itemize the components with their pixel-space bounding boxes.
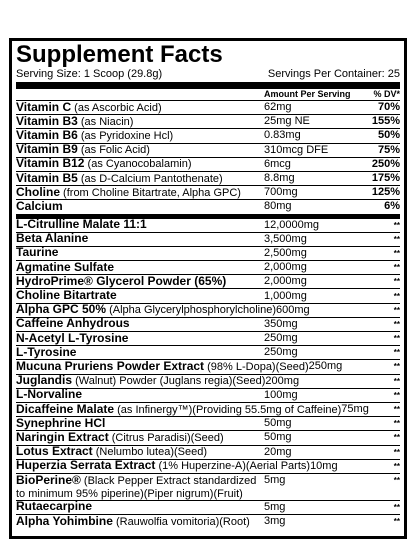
nutrient-name: L-Norvaline xyxy=(16,387,83,402)
daily-value: 125% xyxy=(371,186,400,199)
ingredient-row xyxy=(16,288,400,302)
amount-value: 80mg xyxy=(264,200,292,213)
vitamin-row xyxy=(16,143,400,157)
amount-value: 10mg xyxy=(310,459,338,472)
daily-value: 175% xyxy=(371,172,400,185)
nutrient-name-cell xyxy=(16,500,264,514)
nutrient-name: Vitamin C xyxy=(16,99,72,114)
ingredient-row xyxy=(16,317,400,331)
vitamin-row xyxy=(16,199,400,213)
daily-value: ** xyxy=(393,362,400,372)
nutrient-name-cell xyxy=(16,115,264,129)
daily-value: ** xyxy=(393,461,400,471)
amount-header: Amount Per Serving xyxy=(264,89,351,99)
nutrient-name: L-Tyrosine xyxy=(16,344,77,359)
amount-value: 200mg xyxy=(265,374,300,387)
amount-value: 3,500mg xyxy=(264,232,307,245)
amount-value: 2,000mg xyxy=(264,275,307,288)
nutrient-name: Vitamin B12 xyxy=(16,156,85,171)
daily-value: ** xyxy=(393,291,400,301)
serving-info xyxy=(16,68,400,81)
nutrient-description: (Black Pepper Extract standardized to minimum 95% piperine)(Piper nigrum)(Fruit) xyxy=(16,474,257,500)
ingredient-row xyxy=(16,345,400,359)
daily-value: ** xyxy=(393,234,400,244)
daily-value: ** xyxy=(393,447,400,457)
nutrient-description: (as Folic Acid) xyxy=(77,144,150,157)
nutrient-description: (Alpha Glycerylphosphorylcholine) xyxy=(106,304,276,317)
ingredient-list xyxy=(16,218,400,529)
daily-value: ** xyxy=(393,334,400,344)
daily-value: ** xyxy=(393,475,400,485)
nutrient-name-cell xyxy=(16,101,264,115)
nutrient-name-cell xyxy=(16,303,276,317)
ingredient-row xyxy=(16,416,400,430)
nutrient-description: (Citrus Paradisi)(Seed) xyxy=(108,431,224,444)
ingredient-row xyxy=(16,388,400,402)
nutrient-name: Vitamin B9 xyxy=(16,142,78,157)
nutrient-name-cell xyxy=(16,445,264,459)
nutrient-name: Vitamin B3 xyxy=(16,113,78,128)
vitamin-row xyxy=(16,100,400,114)
ingredient-row xyxy=(16,374,400,388)
daily-value: 50% xyxy=(377,129,400,142)
nutrient-name: Lotus Extract xyxy=(16,444,93,459)
amount-value: 3mg xyxy=(264,515,286,528)
nutrient-name-cell xyxy=(16,186,264,200)
nutrient-description: (as D-Calcium Pantothenate) xyxy=(77,172,223,185)
ingredient-row xyxy=(16,445,400,459)
nutrient-name-cell xyxy=(16,261,264,275)
nutrient-name-cell xyxy=(16,157,264,171)
daily-value: ** xyxy=(393,220,400,230)
amount-value: 25mg NE xyxy=(264,115,310,128)
nutrient-name: Choline xyxy=(16,184,60,199)
nutrient-name-cell xyxy=(16,417,264,431)
nutrient-name: N-Acetyl L-Tyrosine xyxy=(16,330,129,345)
amount-value: 2,500mg xyxy=(264,246,307,259)
nutrient-name: BioPerine® xyxy=(16,472,81,487)
ingredient-row xyxy=(16,473,400,500)
vitamin-row xyxy=(16,171,400,185)
nutrient-name: Naringin Extract xyxy=(16,429,109,444)
ingredient-row xyxy=(16,430,400,444)
nutrient-name: Calcium xyxy=(16,198,63,213)
ingredient-row xyxy=(16,274,400,288)
nutrient-name-cell xyxy=(16,218,264,232)
daily-value: ** xyxy=(393,502,400,512)
amount-value: 250mg xyxy=(308,360,343,373)
ingredient-row xyxy=(16,402,400,416)
nutrient-description: (as Infinergy™)(Providing 55.5mg of Caffeine) xyxy=(114,403,342,416)
nutrient-name-cell xyxy=(16,289,264,303)
vitamin-row xyxy=(16,157,400,171)
nutrient-name: Taurine xyxy=(16,245,59,260)
daily-value: ** xyxy=(393,390,400,400)
nutrient-name: Mucuna Pruriens Powder Extract xyxy=(16,358,205,373)
nutrient-name: Rutaecarpine xyxy=(16,499,93,514)
nutrient-name-cell xyxy=(16,403,341,417)
nutrient-name: Vitamin B5 xyxy=(16,170,78,185)
nutrient-name: Juglandis xyxy=(16,373,73,388)
nutrient-name: Vitamin B6 xyxy=(16,127,78,142)
nutrient-description: (as Pyridoxine Hcl) xyxy=(77,129,174,142)
nutrient-name: HydroPrime® Glycerol Powder (65%) xyxy=(16,273,227,288)
amount-value: 50mg xyxy=(264,431,292,444)
amount-value: 1,000mg xyxy=(264,289,307,302)
nutrient-name-cell xyxy=(16,360,309,374)
amount-value: 75mg xyxy=(341,403,369,416)
amount-value: 310mcg DFE xyxy=(264,143,329,156)
amount-value: 2,000mg xyxy=(264,261,307,274)
amount-value: 250mg xyxy=(264,346,298,359)
ingredient-row xyxy=(16,218,400,232)
nutrient-name: Dicaffeine Malate xyxy=(16,401,115,416)
column-header xyxy=(16,89,400,100)
daily-value: 250% xyxy=(371,157,400,170)
amount-value: 8.8mg xyxy=(264,172,295,185)
nutrient-name-cell xyxy=(16,200,264,214)
nutrient-name-cell xyxy=(16,388,264,402)
daily-value: ** xyxy=(393,319,400,329)
amount-value: 0.83mg xyxy=(264,129,301,142)
nutrient-name: Alpha GPC 50% xyxy=(16,302,107,317)
daily-value: 75% xyxy=(377,143,400,156)
nutrient-name-cell xyxy=(16,431,264,445)
daily-value: ** xyxy=(393,263,400,273)
amount-value: 50mg xyxy=(264,417,292,430)
amount-value: 12,0000mg xyxy=(264,218,320,231)
nutrient-name-cell xyxy=(16,317,264,331)
amount-value: 700mg xyxy=(264,186,298,199)
nutrient-name-cell xyxy=(16,275,264,289)
vitamin-row xyxy=(16,185,400,199)
nutrient-name-cell xyxy=(16,246,264,260)
nutrient-name-cell xyxy=(16,143,264,157)
ingredient-row xyxy=(16,500,400,514)
nutrient-description: (1% Huperzine-A)(Aerial Parts) xyxy=(155,460,311,473)
servings-per-container: Servings Per Container: 25 xyxy=(267,68,400,80)
serving-size: Serving Size: 1 Scoop (29.8g) xyxy=(16,68,163,80)
nutrient-name: Choline Bitartrate xyxy=(16,288,117,303)
nutrient-name: L-Citrulline Malate 11:1 xyxy=(16,217,147,232)
amount-value: 20mg xyxy=(264,445,292,458)
daily-value: 6% xyxy=(384,200,400,213)
nutrient-name: Huperzia Serrata Extract xyxy=(16,458,156,473)
daily-value: ** xyxy=(393,517,400,527)
nutrient-name-cell xyxy=(16,459,310,473)
supplement-facts-panel xyxy=(9,38,407,539)
nutrient-name-cell xyxy=(16,172,264,186)
amount-value: 5mg xyxy=(264,500,286,513)
ingredient-row xyxy=(16,331,400,345)
ingredient-row xyxy=(16,359,400,373)
nutrient-name: Caffeine Anhydrous xyxy=(16,316,130,331)
ingredient-row xyxy=(16,246,400,260)
daily-value: 70% xyxy=(377,101,400,114)
nutrient-name: Synephrine HCl xyxy=(16,415,106,430)
nutrient-name-cell xyxy=(16,474,264,501)
nutrient-description: (as Niacin) xyxy=(77,115,134,128)
nutrient-name: Alpha Yohimbine xyxy=(16,513,113,528)
nutrient-name-cell xyxy=(16,346,264,360)
ingredient-row xyxy=(16,232,400,246)
daily-value: ** xyxy=(393,305,400,315)
vitamin-row xyxy=(16,128,400,142)
nutrient-description: (98% L-Dopa)(Seed) xyxy=(204,360,309,373)
ingredient-row xyxy=(16,459,400,473)
nutrient-name-cell xyxy=(16,332,264,346)
ingredient-row xyxy=(16,260,400,274)
ingredient-row xyxy=(16,303,400,317)
daily-value: ** xyxy=(393,433,400,443)
amount-value: 62mg xyxy=(264,101,292,114)
daily-value: ** xyxy=(393,348,400,358)
panel-title: Supplement Facts xyxy=(16,41,223,68)
nutrient-description: (as Cyanocobalamin) xyxy=(84,158,192,171)
amount-value: 6mcg xyxy=(264,157,291,170)
nutrient-name-cell xyxy=(16,374,265,388)
amount-value: 600mg xyxy=(276,303,310,316)
amount-value: 5mg xyxy=(264,473,286,486)
vitamin-row xyxy=(16,114,400,128)
daily-value: ** xyxy=(393,277,400,287)
daily-value: ** xyxy=(393,248,400,258)
amount-value: 100mg xyxy=(264,388,298,401)
thick-divider xyxy=(16,82,400,89)
daily-value: ** xyxy=(393,376,400,386)
nutrient-name: Beta Alanine xyxy=(16,231,89,246)
amount-value: 350mg xyxy=(264,317,298,330)
dv-header: % DV* xyxy=(373,89,400,99)
vitamin-list xyxy=(16,100,400,214)
nutrient-description: (Rauwolfia vomitoria)(Root) xyxy=(112,515,250,528)
nutrient-description: (as Ascorbic Acid) xyxy=(71,101,162,114)
amount-value: 250mg xyxy=(264,332,298,345)
nutrient-description: (Nelumbo lutea)(Seed) xyxy=(92,446,208,459)
ingredient-row xyxy=(16,514,400,528)
daily-value: ** xyxy=(393,405,400,415)
nutrient-description: (from Choline Bitartrate, Alpha GPC) xyxy=(60,186,241,199)
nutrient-name: Agmatine Sulfate xyxy=(16,259,115,274)
nutrient-name-cell xyxy=(16,129,264,143)
daily-value: 155% xyxy=(371,115,400,128)
nutrient-name-cell xyxy=(16,515,264,529)
nutrient-description: (Walnut) Powder (Juglans regia)(Seed) xyxy=(72,375,266,388)
nutrient-name-cell xyxy=(16,232,264,246)
daily-value: ** xyxy=(393,419,400,429)
